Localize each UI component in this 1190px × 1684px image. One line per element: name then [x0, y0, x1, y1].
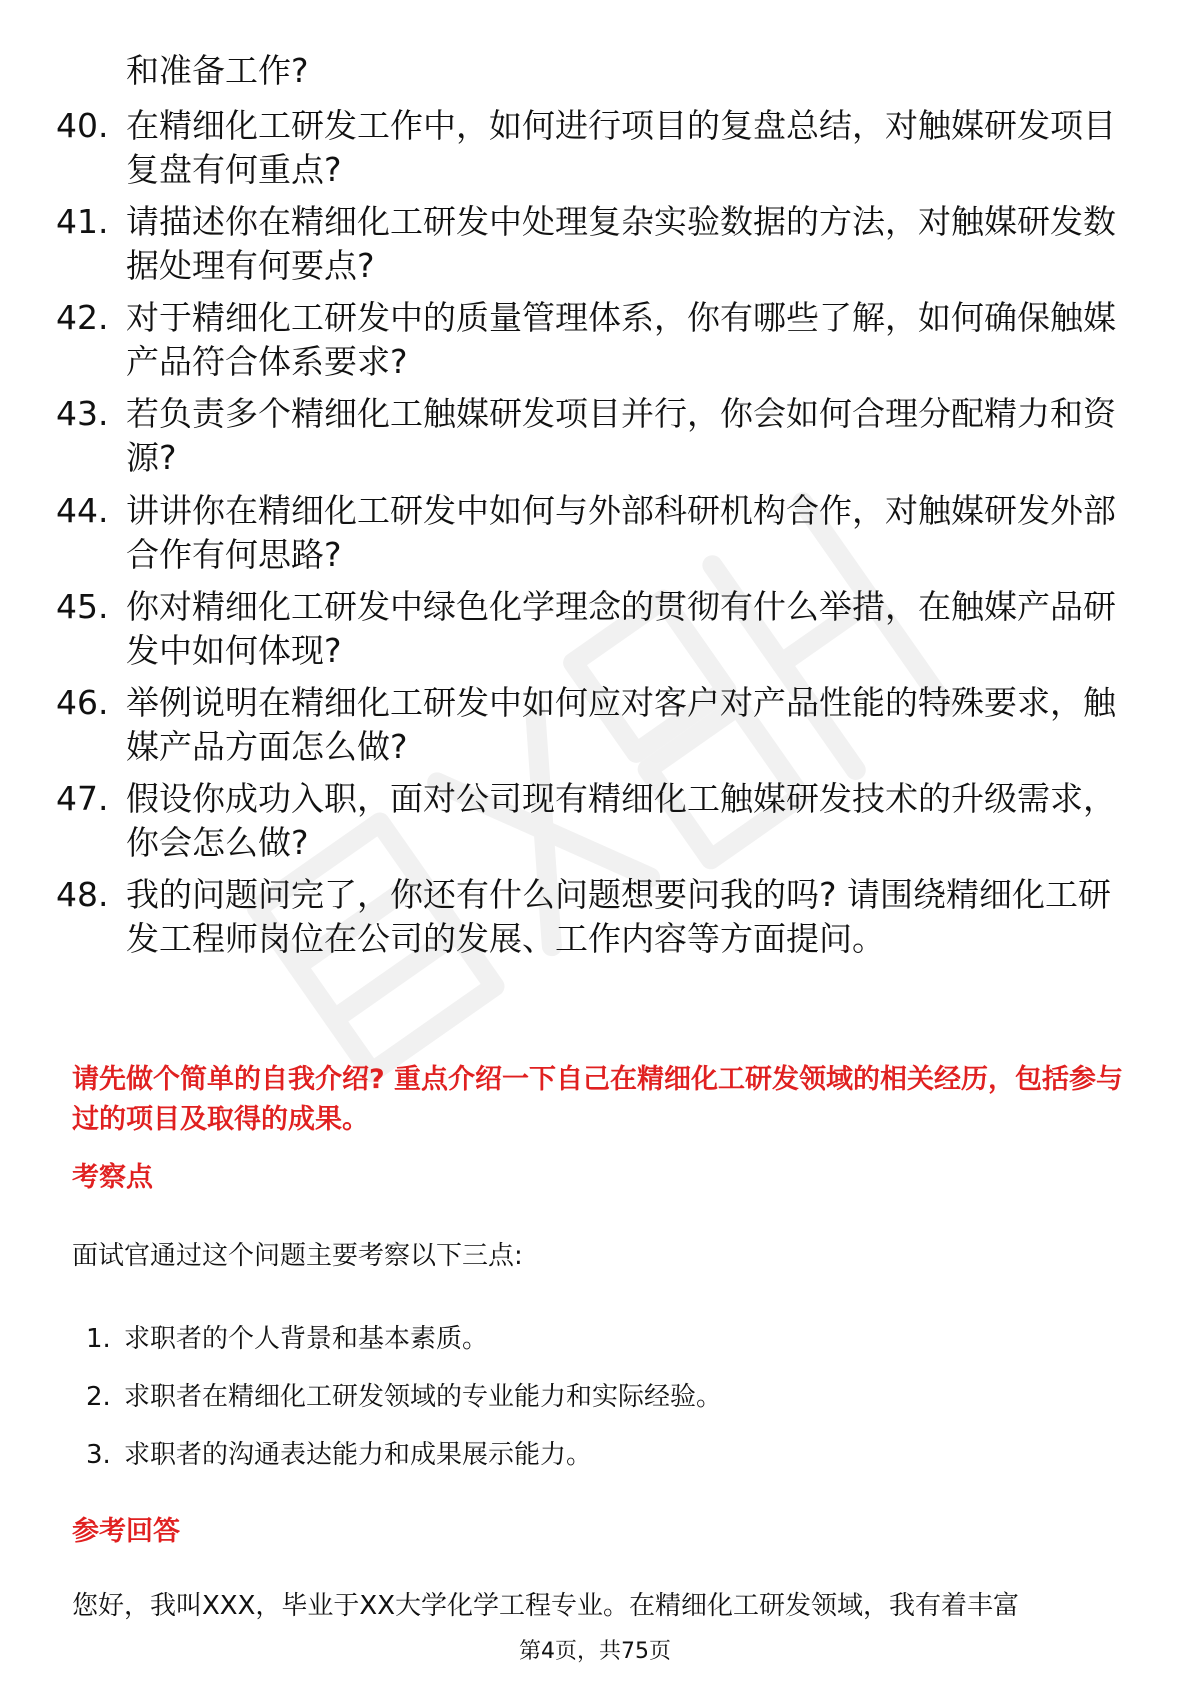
question-item-46 [56, 681, 1116, 769]
assessment-point-2 [86, 1379, 722, 1415]
question-text: 假设你成功入职，面对公司现有精细化工触媒研发技术的升级需求，你会怎么做? [126, 779, 1116, 862]
question-number: 42. [56, 298, 109, 337]
point-number: 2. [86, 1382, 111, 1412]
assessment-heading: 考察点 [72, 1162, 153, 1193]
question-text: 请描述你在精细化工研发中处理复杂实验数据的方法，对触媒研发数据处理有何要点? [126, 202, 1116, 285]
question-text: 对于精细化工研发中的质量管理体系，你有哪些了解，如何确保触媒产品符合体系要求? [126, 298, 1116, 381]
question-text: 你对精细化工研发中绿色化学理念的贯彻有什么举措，在触媒产品研发中如何体现? [126, 587, 1116, 670]
question-text: 举例说明在精细化工研发中如何应对客户对产品性能的特殊要求，触媒产品方面怎么做? [126, 683, 1116, 766]
question-number: 47. [56, 779, 109, 818]
question-item-44 [56, 489, 1116, 577]
question-number: 45. [56, 587, 109, 626]
page-footer: 第4页，共75页 [519, 1639, 671, 1664]
question-text: 我的问题问完了，你还有什么问题想要问我的吗? 请围绕精细化工研发工程师岗位在公司的发展、工作内容等方面提问。 [126, 875, 1112, 958]
question-number: 48. [56, 875, 109, 914]
point-number: 1. [86, 1324, 111, 1354]
point-text: 求职者的个人背景和基本素质。 [124, 1324, 489, 1354]
assessment-point-1 [86, 1321, 488, 1357]
question-number: 41. [56, 202, 109, 241]
featured-question: 请先做个简单的自我介绍? 重点介绍一下自己在精细化工研发领域的相关经历，包括参与过的项目及取得的成果。 [72, 1064, 1124, 1135]
reference-heading: 参考回答 [72, 1516, 180, 1547]
question-item-42 [56, 296, 1116, 384]
question-number: 46. [56, 683, 109, 722]
question-item-48 [56, 873, 1116, 961]
question-text: 若负责多个精细化工触媒研发项目并行，你会如何合理分配精力和资源? [126, 394, 1116, 477]
point-text: 求职者在精细化工研发领域的专业能力和实际经验。 [124, 1382, 723, 1412]
assessment-intro: 面试官通过这个问题主要考察以下三点: [72, 1241, 523, 1271]
question-item-41 [56, 200, 1116, 288]
question-item-47 [56, 777, 1116, 865]
point-number: 3. [86, 1440, 111, 1470]
continued-question-text: 和准备工作? [126, 51, 309, 90]
question-item-40 [56, 104, 1116, 192]
reference-answer-text: 您好，我叫XXX，毕业于XX大学化学工程专业。在精细化工研发领域，我有着丰富 [72, 1591, 1020, 1621]
question-text: 讲讲你在精细化工研发中如何与外部科研机构合作，对触媒研发外部合作有何思路? [126, 491, 1116, 574]
question-item-45 [56, 585, 1116, 673]
question-number: 43. [56, 394, 109, 433]
question-number: 44. [56, 491, 109, 530]
assessment-point-3 [86, 1437, 592, 1473]
question-number: 40. [56, 106, 109, 145]
question-item-43 [56, 392, 1116, 480]
question-text: 在精细化工研发工作中，如何进行项目的复盘总结，对触媒研发项目复盘有何重点? [126, 106, 1116, 189]
point-text: 求职者的沟通表达能力和成果展示能力。 [124, 1440, 593, 1470]
